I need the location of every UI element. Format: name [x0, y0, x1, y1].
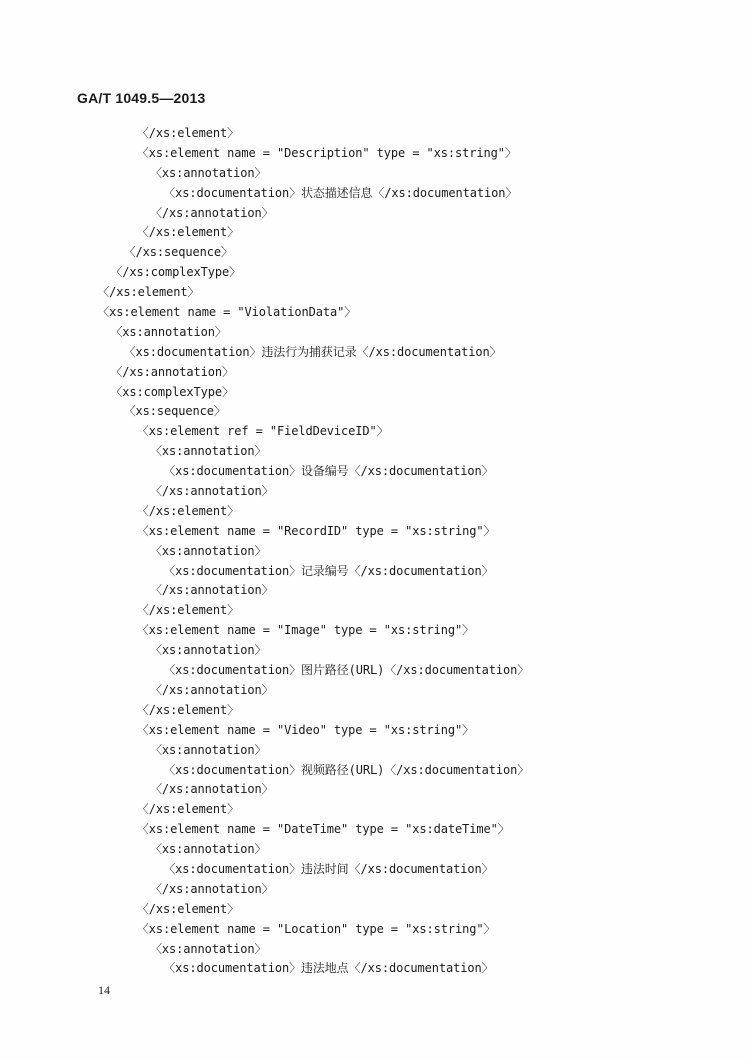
code-line: 〈/xs:element〉	[97, 285, 200, 300]
code-line: 〈/xs:annotation〉	[150, 205, 274, 220]
code-line: 〈xs:complexType〉	[110, 384, 234, 399]
xml-schema-listing	[0, 124, 750, 979]
code-line: 〈xs:element name = "Location" type = "xs:string"〉	[136, 921, 496, 936]
code-line: 〈xs:annotation〉	[150, 543, 267, 558]
code-line: 〈xs:element name = "RecordID" type = "xs:string"〉	[136, 523, 496, 538]
code-line: 〈/xs:element〉	[136, 503, 239, 518]
code-line: 〈/xs:element〉	[136, 802, 239, 817]
code-line: 〈xs:element name = "ViolationData"〉	[97, 305, 357, 320]
code-line: 〈xs:documentation〉图片路径(URL)〈/xs:documentation〉	[163, 663, 530, 678]
code-line: 〈xs:documentation〉设备编号〈/xs:documentation〉	[163, 464, 494, 479]
code-line: 〈/xs:element〉	[136, 225, 239, 240]
code-line: 〈xs:annotation〉	[110, 324, 227, 339]
code-line: 〈/xs:annotation〉	[110, 364, 234, 379]
code-line: 〈/xs:element〉	[136, 901, 239, 916]
code-line: 〈/xs:annotation〉	[150, 782, 274, 797]
code-line: 〈xs:annotation〉	[150, 444, 267, 459]
code-line: 〈xs:element name = "Image" type = "xs:string"〉	[136, 623, 475, 638]
code-line: 〈/xs:annotation〉	[150, 583, 274, 598]
code-line: 〈xs:element name = "Video" type = "xs:string"〉	[136, 722, 475, 737]
standard-header: GA/T 1049.5—2013	[77, 90, 206, 106]
code-line: 〈xs:annotation〉	[150, 742, 267, 757]
code-line: 〈/xs:complexType〉	[110, 265, 242, 280]
code-line: 〈xs:annotation〉	[150, 842, 267, 857]
code-line: 〈/xs:element〉	[136, 702, 239, 717]
code-line: 〈xs:annotation〉	[150, 165, 267, 180]
code-line: 〈xs:documentation〉状态描述信息〈/xs:documentation〉	[163, 185, 518, 200]
code-line: 〈xs:sequence〉	[123, 404, 226, 419]
code-line: 〈/xs:element〉	[136, 603, 239, 618]
code-line: 〈xs:documentation〉违法行为捕获记录〈/xs:documentation〉	[123, 344, 502, 359]
code-line: 〈xs:annotation〉	[150, 643, 267, 658]
page-number: 14	[98, 983, 110, 997]
code-line: 〈xs:documentation〉违法时间〈/xs:documentation〉	[163, 861, 494, 876]
code-line: 〈xs:documentation〉记录编号〈/xs:documentation〉	[163, 563, 494, 578]
code-line: 〈xs:annotation〉	[150, 941, 267, 956]
code-line: 〈xs:element name = "DateTime" type = "xs:dateTime"〉	[136, 822, 510, 837]
code-line: 〈/xs:annotation〉	[150, 881, 274, 896]
code-line: 〈xs:documentation〉视频路径(URL)〈/xs:documentation〉	[163, 762, 530, 777]
code-line: 〈xs:element ref = "FieldDeviceID"〉	[136, 424, 389, 439]
code-line: 〈/xs:annotation〉	[150, 682, 274, 697]
code-line: 〈/xs:element〉	[136, 126, 239, 140]
code-line: 〈xs:element name = "Description" type = "xs:string"〉	[136, 145, 517, 160]
code-line: 〈xs:documentation〉违法地点〈/xs:documentation〉	[163, 961, 494, 976]
code-line: 〈/xs:annotation〉	[150, 484, 274, 499]
code-line: 〈/xs:sequence〉	[123, 245, 233, 260]
